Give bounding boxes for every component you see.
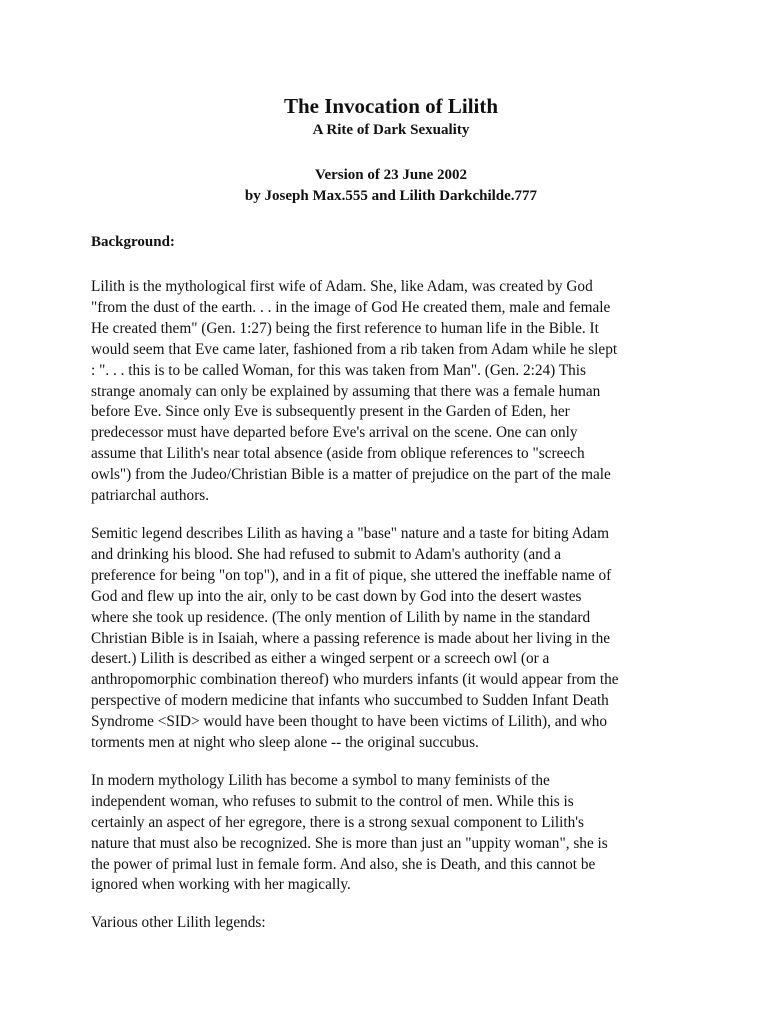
- paragraph-line: where she took up residence. (The only mention of Lilith by name in the standard: [91, 608, 591, 626]
- paragraph-line: desert.) Lilith is described as either a winged serpent or a screech owl (or a: [91, 650, 550, 668]
- paragraph-line: preference for being "on top"), and in a fit of pique, she uttered the ineffable name of: [91, 566, 612, 584]
- document-title: The Invocation of Lilith: [283, 94, 499, 118]
- paragraph-line: patriarchal authors.: [91, 487, 210, 505]
- paragraph-line: strange anomaly can only be explained by assuming that there was a female human: [91, 382, 601, 400]
- version-line: Version of 23 June 2002: [315, 167, 467, 183]
- document-body: [91, 92, 691, 934]
- paragraph-4: [91, 913, 691, 934]
- paragraph-line: anthropomorphic combination thereof) who murders infants (it would appear from the: [91, 671, 619, 689]
- paragraph-line: "from the dust of the earth. . . in the image of God He created them, male and female: [91, 298, 611, 316]
- paragraph-line: perspective of modern medicine that infants who succumbed to Sudden Infant Death: [91, 692, 609, 710]
- paragraph-line: predecessor must have departed before Eve's arrival on the scene. One can only: [91, 424, 578, 442]
- paragraph-line: independent woman, who refuses to submit to the control of men. While this is: [91, 792, 574, 810]
- paragraph-line: Various other Lilith legends:: [91, 914, 266, 932]
- paragraph-line: Christian Bible is in Isaiah, where a passing reference is made about her living in the: [91, 629, 611, 647]
- paragraph-line: before Eve. Since only Eve is subsequently present in the Garden of Eden, her: [91, 403, 570, 421]
- document-subtitle: A Rite of Dark Sexuality: [312, 122, 470, 138]
- paragraph-line: : ". . . this is to be called Woman, for this was taken from Man". (Gen. 2:24) This: [91, 361, 587, 379]
- paragraph-line: owls") from the Judeo/Christian Bible is a matter of prejudice on the part of the male: [91, 466, 611, 484]
- paragraph-line: He created them" (Gen. 1:27) being the first reference to human life in the Bible. It: [91, 319, 599, 337]
- paragraph-line: Semitic legend describes Lilith as having a "base" nature and a taste for biting Adam: [91, 524, 609, 542]
- byline: by Joseph Max.555 and Lilith Darkchilde.777: [244, 188, 538, 204]
- paragraph-line: certainly an aspect of her egregore, there is a strong sexual component to Lilith's: [91, 813, 584, 831]
- paragraph-3: [91, 771, 691, 896]
- paragraph-line: torments men at night who sleep alone -- the original succubus.: [91, 734, 479, 752]
- paragraph-1: [91, 277, 691, 507]
- paragraph-line: God and flew up into the air, only to be cast down by God into the desert wastes: [91, 587, 582, 605]
- paragraph-line: the power of primal lust in female form. And also, she is Death, and this cannot be: [91, 855, 596, 873]
- paragraph-line: ignored when working with her magically.: [91, 876, 351, 894]
- paragraph-line: nature that must also be recognized. She is more than just an "uppity woman", she is: [91, 834, 608, 852]
- paragraph-line: Lilith is the mythological first wife of Adam. She, like Adam, was created by God: [91, 278, 593, 295]
- paragraph-line: and drinking his blood. She had refused to submit to Adam's authority (and a: [91, 545, 562, 563]
- paragraph-line: In modern mythology Lilith has become a symbol to many feminists of the: [91, 771, 550, 789]
- paragraph-line: would seem that Eve came later, fashioned from a rib taken from Adam while he slept: [91, 340, 618, 358]
- paragraph-2: [91, 524, 691, 754]
- paragraph-line: assume that Lilith's near total absence (aside from oblique references to "screech: [91, 445, 585, 463]
- section-heading: Background:: [91, 234, 175, 250]
- paragraph-line: Syndrome <SID> would have been thought to have been victims of Lilith), and who: [91, 713, 608, 731]
